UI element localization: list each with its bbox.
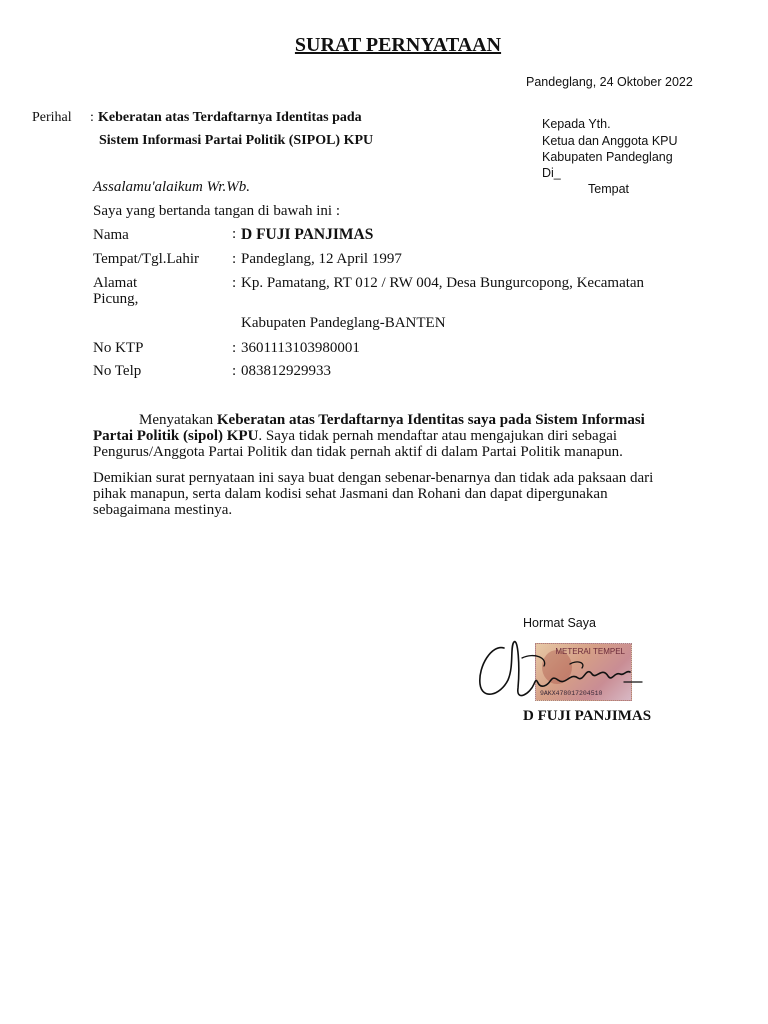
ktp-colon: : <box>232 340 237 356</box>
nama-label: Nama <box>93 227 129 243</box>
ktp-value: 3601113103980001 <box>241 340 360 356</box>
perihal-line-1: Keberatan atas Terdaftarnya Identitas pada <box>98 110 362 125</box>
perihal-colon: : <box>90 110 94 125</box>
ttl-colon: : <box>232 251 237 267</box>
nama-colon: : <box>232 226 237 242</box>
alamat-overflow: Picung, <box>93 291 139 307</box>
closing-paragraph: Demikian surat pernyataan ini saya buat dengan sebenar-benarnya dan tidak ada paksaan dari pihak manapun, serta dalam kodisi sehat Jasmani dan Rohani dan dapat dipergunakan sebagaimana mestinya. <box>93 470 654 518</box>
alamat-colon: : <box>232 275 237 291</box>
signer-name: D FUJI PANJIMAS <box>523 708 652 724</box>
ktp-label: No KTP <box>93 340 144 356</box>
recipient-line-1: Kepada Yth. <box>542 117 611 131</box>
telp-label: No Telp <box>93 363 142 379</box>
recipient-line-3: Kabupaten Pandeglang <box>542 150 673 164</box>
place-date: Pandeglang, 24 Oktober 2022 <box>526 75 693 89</box>
intro-text: Saya yang bertanda tangan di bawah ini : <box>93 203 341 219</box>
ttl-label: Tempat/Tgl.Lahir <box>93 251 199 267</box>
nama-value: D FUJI PANJIMAS <box>241 226 374 243</box>
perihal-line-2: Sistem Informasi Partai Politik (SIPOL) KPU <box>99 133 374 148</box>
statement-rest: . Saya tidak pernah mendaftar atau mengajukan diri sebagai Pengurus/Anggota Partai Politik dan tidak pernah aktif di dalam Partai Politik manapun. <box>93 428 623 460</box>
perihal-label: Perihal <box>32 110 72 125</box>
signature-image <box>474 636 654 708</box>
recipient-line-4: Di_ <box>542 166 561 180</box>
alamat-value-1: Kp. Pamatang, RT 012 / RW 004, Desa Bungurcopong, Kecamatan <box>241 275 645 291</box>
hormat-text: Hormat Saya <box>523 616 596 630</box>
ttl-value: Pandeglang, 12 April 1997 <box>241 251 402 267</box>
stamp-label: METERAI TEMPEL <box>555 647 625 656</box>
telp-value: 083812929933 <box>241 363 331 379</box>
document-title: SURAT PERNYATAAN <box>294 34 502 56</box>
statement-paragraph <box>93 412 683 460</box>
alamat-label: Alamat <box>93 275 138 291</box>
recipient-line-2: Ketua dan Anggota KPU <box>542 134 678 148</box>
telp-colon: : <box>232 363 237 379</box>
stamp-serial: 9AKX478017204510 <box>540 690 603 697</box>
recipient-line-5: Tempat <box>588 182 629 196</box>
statement-bold: Keberatan atas Terdaftarnya Identitas saya pada Sistem Informasi Partai Politik (sipol) KPU <box>93 412 645 444</box>
greeting: Assalamu'alaikum Wr.Wb. <box>93 179 250 195</box>
statement-lead: Menyatakan <box>139 412 217 428</box>
alamat-value-2: Kabupaten Pandeglang-BANTEN <box>241 315 446 331</box>
